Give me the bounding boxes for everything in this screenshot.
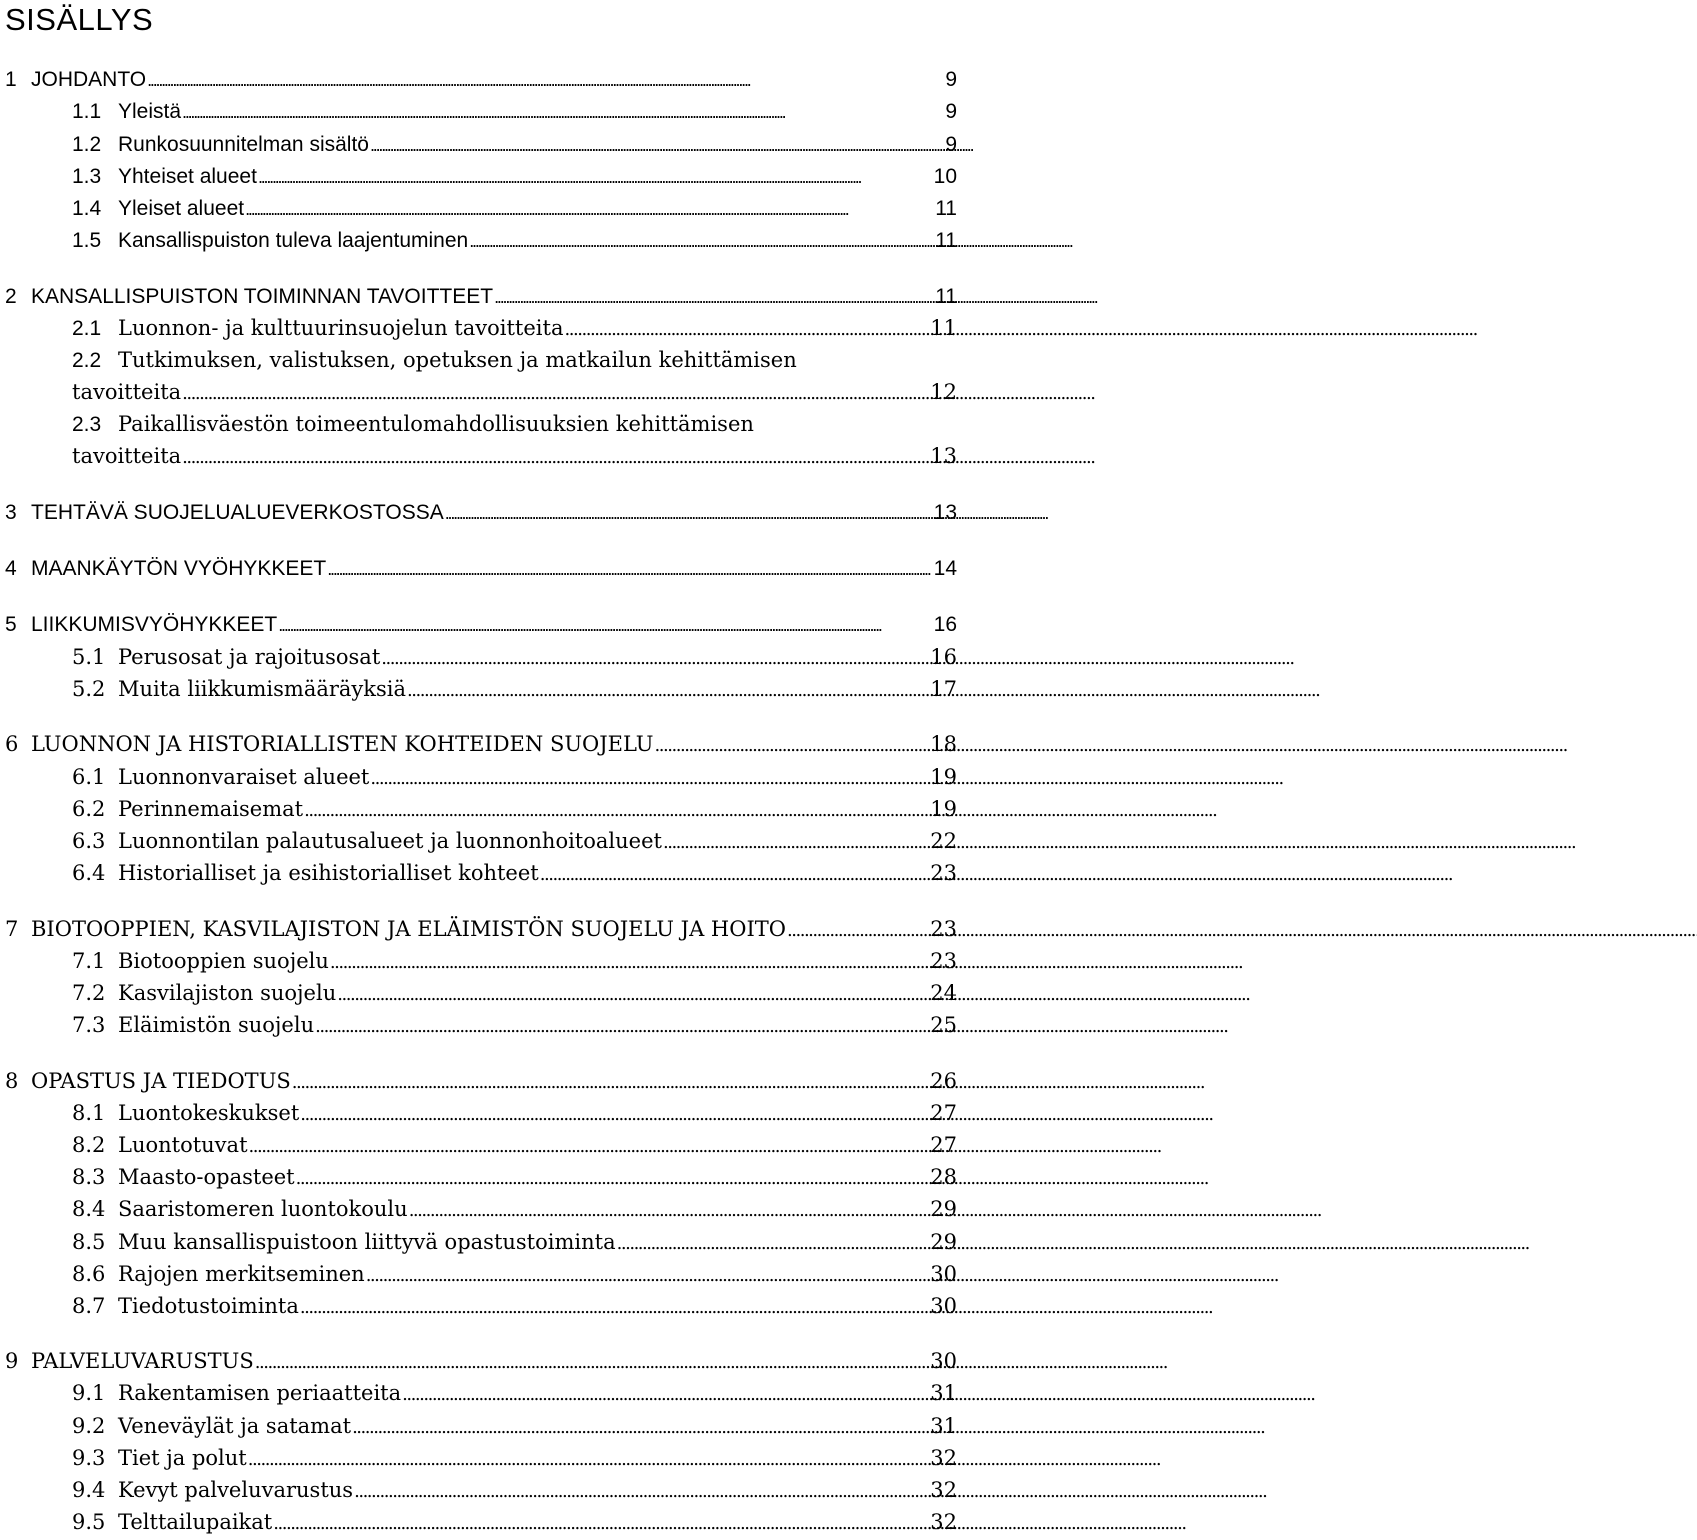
toc-page-number: 27: [930, 1101, 957, 1125]
toc-subsection-entry[interactable]: [0, 160, 957, 193]
toc-entry-title: Kevyt palveluvarustus: [118, 1478, 354, 1502]
toc-entry-number: 2.3: [72, 413, 102, 436]
toc-entry-title: LIIKKUMISVYÖHYKKEET: [31, 613, 278, 636]
toc-entry-label: [0, 761, 369, 794]
dot-leader: [248, 1442, 930, 1476]
toc-page-number: 11: [935, 285, 957, 308]
toc-entry-label: [0, 95, 181, 128]
toc-entry-label: [0, 224, 468, 257]
toc-page-number: 25: [930, 1013, 957, 1037]
toc-entry-title: Maasto-opasteet: [118, 1165, 295, 1189]
toc-entry-title: Biotooppien suojelu: [118, 949, 329, 973]
toc-page-number: 30: [930, 1349, 957, 1373]
toc-entry-title: Perinnemaisemat: [118, 797, 304, 821]
toc-chapter-entry[interactable]: [0, 913, 957, 946]
toc-page-number: 11: [930, 316, 957, 340]
toc-entry-number: 5.1: [72, 645, 106, 669]
toc-entry-label: [0, 312, 563, 345]
toc-page-number: 29: [930, 1230, 957, 1254]
dot-leader: [300, 1290, 929, 1324]
toc-entry-number: 8.7: [72, 1294, 106, 1318]
toc-subsection-entry[interactable]: [0, 1290, 957, 1323]
toc-subsection-entry[interactable]: [0, 825, 957, 858]
toc-entry-number: 5: [5, 613, 17, 636]
toc-subsection-entry[interactable]: [0, 408, 957, 441]
toc-entry-title: Yleistä: [118, 100, 182, 123]
dot-leader: [147, 63, 944, 97]
dot-leader: [296, 1161, 930, 1195]
toc-page-number: 11: [935, 197, 957, 220]
dot-leader: [182, 95, 944, 129]
toc-entry-title: OPASTUS JA TIEDOTUS: [31, 1069, 291, 1093]
dot-leader: [494, 280, 934, 314]
toc-entry-number: 8.5: [72, 1230, 106, 1254]
dot-leader: [407, 673, 929, 707]
toc-entry-label: [0, 63, 146, 96]
toc-entry-number: 9.5: [72, 1510, 106, 1534]
dot-leader: [337, 977, 929, 1011]
toc-subsection-entry[interactable]: [0, 641, 957, 674]
toc-entry-label: [0, 1377, 401, 1410]
dot-leader: [245, 192, 934, 226]
toc-page-number: 27: [930, 1133, 957, 1157]
toc-page-number: 24: [930, 981, 957, 1005]
dot-leader: [182, 440, 929, 474]
toc-entry-label: [0, 945, 329, 978]
dot-leader: [327, 552, 932, 586]
toc-entry-title: Saaristomeren luontokoulu: [118, 1197, 408, 1221]
toc-entry-label: [0, 1506, 272, 1539]
toc-subsection-entry[interactable]: [0, 95, 957, 128]
toc-chapter-entry[interactable]: [0, 728, 957, 761]
toc-entry-number: 6.4: [72, 861, 106, 885]
toc-entry-title: Luonnonvaraiset alueet: [118, 765, 370, 789]
toc-subsection-entry[interactable]: [0, 977, 957, 1010]
toc-subsection-entry[interactable]: [0, 344, 957, 377]
toc-entry-title: Kansallispuiston tuleva laajentuminen: [118, 229, 469, 252]
toc-entry-continuation[interactable]: [0, 440, 957, 473]
toc-entry-number: 9.2: [72, 1414, 106, 1438]
toc-entry-label: [0, 1474, 353, 1507]
toc-entry-number: 9.1: [72, 1381, 106, 1405]
toc-entry-number: 1.4: [72, 197, 102, 220]
toc-entry-title: Luontotuvat: [118, 1133, 248, 1157]
toc-entry-number: 9: [5, 1349, 19, 1373]
toc-subsection-entry[interactable]: [0, 857, 957, 890]
toc-entry-number: 1.1: [72, 100, 102, 123]
toc-entry-label: [0, 673, 406, 706]
toc-page-number: 19: [930, 765, 957, 789]
dot-leader: [409, 1193, 930, 1227]
toc-entry-title: Paikallisväestön toimeentulomahdollisuuksien kehittämisen: [118, 412, 754, 436]
toc-entry-label: [0, 1129, 248, 1162]
toc-entry-number: 1.5: [72, 229, 102, 252]
toc-entry-title: Luonnon- ja kulttuurinsuojelun tavoitteita: [118, 316, 564, 340]
dot-leader: [304, 793, 929, 827]
toc-entry-label: [0, 408, 754, 441]
page-title: SISÄLLYS: [5, 2, 154, 37]
toc-entry-number: 1.3: [72, 165, 102, 188]
dot-leader: [249, 1129, 930, 1163]
toc-entry-number: 1.2: [72, 133, 102, 156]
toc-entry-number: 7.2: [72, 981, 106, 1005]
toc-page-number: 23: [930, 949, 957, 973]
toc-entry-number: 6.3: [72, 829, 106, 853]
toc-page-number: 23: [930, 861, 957, 885]
toc-page-number: 30: [930, 1294, 957, 1318]
toc-subsection-entry[interactable]: [0, 1226, 957, 1259]
toc-chapter-entry[interactable]: [0, 1345, 957, 1378]
toc-entry-title: Luontokeskukset: [118, 1101, 300, 1125]
dot-leader: [540, 857, 930, 891]
toc-entry-title: Yleiset alueet: [118, 197, 245, 220]
dot-leader: [366, 1258, 930, 1292]
dot-leader: [564, 312, 929, 346]
dot-leader: [300, 1097, 929, 1131]
toc-subsection-entry[interactable]: [0, 945, 957, 978]
toc-chapter-entry[interactable]: [0, 496, 957, 529]
toc-entry-label: [0, 1345, 254, 1378]
dot-leader: [315, 1009, 929, 1043]
toc-entry-number: 4: [5, 557, 17, 580]
toc-entry-title: Telttailupaikat: [118, 1510, 273, 1534]
toc-page-number: 13: [930, 444, 957, 468]
toc-page-number: 32: [930, 1478, 957, 1502]
toc-entry-label: [0, 1193, 408, 1226]
toc-entry-label: [0, 160, 257, 193]
toc-entry-label: [0, 1009, 314, 1042]
dot-leader: [402, 1377, 929, 1411]
dot-leader: [370, 128, 944, 162]
toc-subsection-entry[interactable]: [0, 1097, 957, 1130]
toc-entry-title: Yhteiset alueet: [118, 165, 257, 188]
toc-entry-label: [0, 1226, 616, 1259]
toc-entry-number: 6: [5, 732, 19, 756]
toc-entry-number: 9.3: [72, 1446, 106, 1470]
toc-entry-title: JOHDANTO: [31, 68, 147, 91]
toc-entry-label: [0, 552, 326, 585]
toc-page-number: 10: [933, 165, 957, 188]
toc-subsection-entry[interactable]: [0, 1506, 957, 1539]
dot-leader: [258, 160, 933, 194]
toc-subsection-entry[interactable]: [0, 793, 957, 826]
toc-entry-label: [0, 977, 336, 1010]
toc-chapter-entry[interactable]: [0, 63, 957, 96]
toc-subsection-entry[interactable]: [0, 1474, 957, 1507]
toc-entry-title: LUONNON JA HISTORIALLISTEN KOHTEIDEN SUOJELU: [31, 732, 654, 756]
toc-entry-label: [0, 1442, 247, 1475]
toc-entry-label: [0, 1065, 291, 1098]
dot-leader: [370, 761, 929, 795]
toc-page-number: 11: [935, 229, 957, 252]
toc-page-number: 12: [930, 380, 957, 404]
toc-entry-title: Tiet ja polut: [118, 1446, 247, 1470]
toc-page-number: 32: [930, 1446, 957, 1470]
toc-chapter-entry[interactable]: [0, 1065, 957, 1098]
toc-entry-label: [0, 280, 493, 313]
toc-subsection-entry[interactable]: [0, 1377, 957, 1410]
toc-subsection-entry[interactable]: [0, 128, 957, 161]
toc-entry-title-continuation: tavoitteita: [72, 444, 182, 468]
toc-subsection-entry[interactable]: [0, 224, 957, 257]
toc-entry-title: TEHTÄVÄ SUOJELUALUEVERKOSTOSSA: [31, 501, 444, 524]
toc-page-number: 29: [930, 1197, 957, 1221]
toc-entry-title: Rakentamisen periaatteita: [118, 1381, 402, 1405]
dot-leader: [663, 825, 929, 859]
toc-entry-label: [0, 728, 653, 761]
toc-entry-number: 7.3: [72, 1013, 106, 1037]
toc-chapter-entry[interactable]: [0, 608, 957, 641]
toc-entry-label: [0, 496, 444, 529]
toc-entry-label: [0, 344, 797, 377]
toc-entry-label: [0, 793, 303, 826]
toc-page-number: 32: [930, 1510, 957, 1534]
toc-entry-label: [0, 825, 662, 858]
toc-subsection-entry[interactable]: [0, 673, 957, 706]
toc-entry-title: Eläimistön suojelu: [118, 1013, 315, 1037]
toc-page-number: 31: [930, 1414, 957, 1438]
toc-entry-title: MAANKÄYTÖN VYÖHYKKEET: [31, 557, 327, 580]
toc-entry-label: [0, 641, 380, 674]
dot-leader: [381, 641, 929, 675]
toc-entry-number: 9.4: [72, 1478, 106, 1502]
dot-leader: [354, 1474, 929, 1508]
toc-subsection-entry[interactable]: [0, 1009, 957, 1042]
toc-entry-label: [0, 128, 369, 161]
toc-entry-number: 5.2: [72, 677, 106, 701]
toc-entry-number: 6.1: [72, 765, 106, 789]
toc-entry-title: Runkosuunnitelman sisältö: [118, 133, 369, 156]
toc-entry-number: 7: [5, 917, 19, 941]
toc-page-number: 14: [933, 557, 957, 580]
toc-entry-label: [0, 1290, 299, 1323]
toc-entry-title: Tutkimuksen, valistuksen, opetuksen ja matkailun kehittämisen: [118, 348, 797, 372]
toc-page-number: 26: [930, 1069, 957, 1093]
toc-entry-label: [0, 1258, 365, 1291]
toc-entry-title: Veneväylät ja satamat: [118, 1414, 352, 1438]
toc-entry-title: Rajojen merkitseminen: [118, 1262, 365, 1286]
toc-entry-number: 2.1: [72, 317, 102, 340]
toc-entry-label: [0, 857, 539, 890]
toc-entry-number: 8: [5, 1069, 19, 1093]
toc-entry-title: Muu kansallispuistoon liittyvä opastustoiminta: [118, 1230, 616, 1254]
toc-entry-label: [0, 1097, 299, 1130]
toc-page-number: 9: [945, 68, 957, 91]
toc-page-number: 9: [945, 100, 957, 123]
toc-entry-number: 1: [5, 68, 17, 91]
dot-leader: [445, 496, 933, 530]
toc-subsection-entry[interactable]: [0, 192, 957, 225]
toc-entry-title-continuation: tavoitteita: [72, 380, 182, 404]
toc-entry-number: 8.2: [72, 1133, 106, 1157]
toc-entry-number: 7.1: [72, 949, 106, 973]
toc-entry-continuation[interactable]: [0, 376, 957, 409]
toc-entry-title: Muita liikkumismääräyksiä: [118, 677, 407, 701]
toc-chapter-entry[interactable]: [0, 280, 957, 313]
toc-entry-title: Kasvilajiston suojelu: [118, 981, 337, 1005]
toc-entry-label: [0, 608, 277, 641]
toc-entry-label: [0, 913, 786, 946]
dot-leader: [278, 608, 932, 642]
toc-subsection-entry[interactable]: [0, 1410, 957, 1443]
toc-subsection-entry[interactable]: [0, 1258, 957, 1291]
toc-entry-title: BIOTOOPPIEN, KASVILAJISTON JA ELÄIMISTÖN SUOJELU JA HOITO: [31, 917, 786, 941]
toc-page-number: 16: [933, 613, 957, 636]
toc-subsection-entry[interactable]: [0, 1442, 957, 1475]
dot-leader: [255, 1345, 930, 1379]
toc-entry-number: 3: [5, 501, 17, 524]
toc-page-number: 30: [930, 1262, 957, 1286]
toc-entry-title: Historialliset ja esihistorialliset kohteet: [118, 861, 539, 885]
dot-leader: [292, 1065, 929, 1099]
toc-page-number: 13: [933, 501, 957, 524]
toc-page-number: 17: [930, 677, 957, 701]
toc-subsection-entry[interactable]: [0, 1193, 957, 1226]
toc-subsection-entry[interactable]: [0, 1161, 957, 1194]
toc-page-number: 23: [930, 917, 957, 941]
toc-page-number: 16: [930, 645, 957, 669]
toc-page-number: 31: [930, 1381, 957, 1405]
toc-subsection-entry[interactable]: [0, 1129, 957, 1162]
dot-leader: [654, 728, 929, 762]
toc-entry-title: Perusosat ja rajoitusosat: [118, 645, 381, 669]
toc-entry-number: 8.6: [72, 1262, 106, 1286]
toc-entry-label: [0, 1161, 295, 1194]
toc-entry-title: PALVELUVARUSTUS: [31, 1349, 254, 1373]
dot-leader: [352, 1410, 929, 1444]
toc-entry-title: Tiedotustoiminta: [118, 1294, 299, 1318]
toc-entry-number: 8.4: [72, 1197, 106, 1221]
toc-entry-number: 8.1: [72, 1101, 106, 1125]
dot-leader: [787, 913, 929, 947]
toc-page-number: 19: [930, 797, 957, 821]
dot-leader: [330, 945, 929, 979]
toc-page-number: 22: [930, 829, 957, 853]
toc-page-number: 9: [945, 133, 957, 156]
toc-entry-label: [0, 192, 244, 225]
toc-page-number: 18: [930, 732, 957, 756]
toc-entry-number: 2.2: [72, 349, 102, 372]
dot-leader: [617, 1226, 930, 1260]
toc-entry-number: 2: [5, 285, 17, 308]
toc-entry-title: Luonnontilan palautusalueet ja luonnonhoitoalueet: [118, 829, 662, 853]
toc-subsection-entry[interactable]: [0, 312, 957, 345]
toc-entry-number: 6.2: [72, 797, 106, 821]
dot-leader: [182, 376, 929, 410]
toc-entry-label: [0, 1410, 351, 1443]
toc-page-number: 28: [930, 1165, 957, 1189]
toc-entry-title: KANSALLISPUISTON TOIMINNAN TAVOITTEET: [31, 285, 494, 308]
dot-leader: [469, 224, 934, 258]
toc-entry-number: 8.3: [72, 1165, 106, 1189]
dot-leader: [273, 1506, 929, 1540]
toc-subsection-entry[interactable]: [0, 761, 957, 794]
toc-chapter-entry[interactable]: [0, 552, 957, 585]
